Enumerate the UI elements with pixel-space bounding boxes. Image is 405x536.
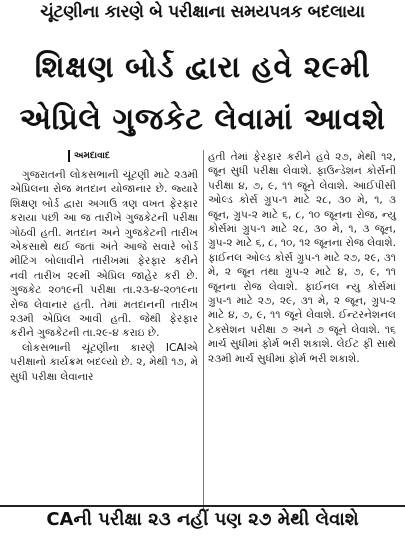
article-body bbox=[10, 150, 396, 524]
article-column-right bbox=[208, 150, 396, 366]
article-paragraph: હતી તેમાં ફેરફાર કરીને હવે ૨૭, મેથી ૧૨, જૂન સુધી પરીક્ષા લેવાશે. ફાઉન્ડેશન કોર્સની પરીક્ષા ૪, ૭, ૯, ૧૧ જૂને લેવાશે. આઈપીસી ઓલ્ડ કોર્સ ગ્રુપ-૧ માટે ૨૮, ૩૦ મે, ૧, ૩ જૂન, ગ્રુપ-૨ માટે ૬, ૮, ૧૦ જૂનના રોજ, ન્યુ કોર્સમાં ગ્રુપ-૧ માટે ૨૮, ૩૦ મે, ૧, ૩ જૂન, ગ્રુપ-૨ માટે ૬, ૮, ૧૦, ૧૨ જૂનના રોજ લેવાશે. ફાઈનલ ઓલ્ડ કોર્સ ગ્રુપ-૧ માટે ૨૭, ૨૯, ૩૧ મે, ૨ જૂન તથા ગ્રુપ-૨ માટે ૪, ૭, ૯, ૧૧ જૂનના રોજ લેવાશે. ફાઈનલ ન્યુ કોર્સમાં ગ્રુપ-૧ માટે ૨૭, ૨૯, ૩૧ મે, ૨ જૂન, ગ્રુપ-૨ માટે ૪, ૭, ૯, ૧૧ જૂને લેવાશે. ઈન્ટરનેશનલ ટેક્સેશન પરીક્ષા ૭ અને ૭ જૂને લેવાશે. ૧૬ માર્ચ સુધીમાં ફોર્મ ભરી શકાશે. લેઈટ ફી સાથે ૨૩મી માર્ચ સુધીમાં ફોર્મ ભરી શકાશે. bbox=[208, 151, 396, 365]
column-divider bbox=[203, 150, 204, 510]
kicker-headline: ચૂંટણીના કારણે બે પરીક્ષાના સમયપત્રક બદલાયા bbox=[40, 2, 365, 22]
article-column-left bbox=[10, 150, 198, 384]
main-headline-line-2: એપ્રિલે ગુજકેટ લેવામાં આવશે bbox=[19, 102, 386, 137]
article-paragraph: લોકસભાની ચૂંટણીના કારણે ICAIએ પરીક્ષાનો કાર્યક્રમ બદલ્યો છે. ૨, મેથી ૧૭, મે સુધી પરીક્ષા લેવાનાર bbox=[10, 341, 198, 383]
sub-headline-box bbox=[0, 505, 405, 531]
article-paragraph: ગુજરાતની લોકસભાની ચૂંટણી માટે ૨૩મી એપ્રિલના રોજ મતદાન યોજાનાર છે. જ્યારે શિક્ષણ બોર્ડ દ્વારા અગાઉ ત્રણ વખત ફેરફાર કરાયા પછી આ જ તારીખે ગુજકેટની પરીક્ષા ગોઠવી હતી. મતદાન અને ગુજકેટની તારીખ એકસાથે થઈ જતાં અંતે આજે સવારે બોર્ડ મીટિંગ બોલાવીને તારીખમાં ફેરફાર કરીને નવી તારીખ ૨૯મી એપ્રિલ જાહેર કરી છે. ગુજકેટ ૨૦૧૯ની પરીક્ષા તા.૨૩-૪-૨૦૧૯ના રોજ લેવાનાર હતી. તેમાં મતદાનની તારીખ ૨૩મી એપ્રિલ આવી હતી. જેથી ફેરફાર કરીને ગુજકેટની તા.૨૯-૪ કરાઇ છે. bbox=[10, 169, 198, 340]
main-headline-line-1: શિક્ષણ બોર્ડ દ્વારા હવે ૨૯મી bbox=[34, 50, 371, 85]
dateline: અમદાવાદ bbox=[68, 150, 198, 162]
sub-headline: CAની પરીક્ષા ૨૩ નહીં પણ ૨૭ મેથી લેવાશે bbox=[46, 509, 359, 530]
